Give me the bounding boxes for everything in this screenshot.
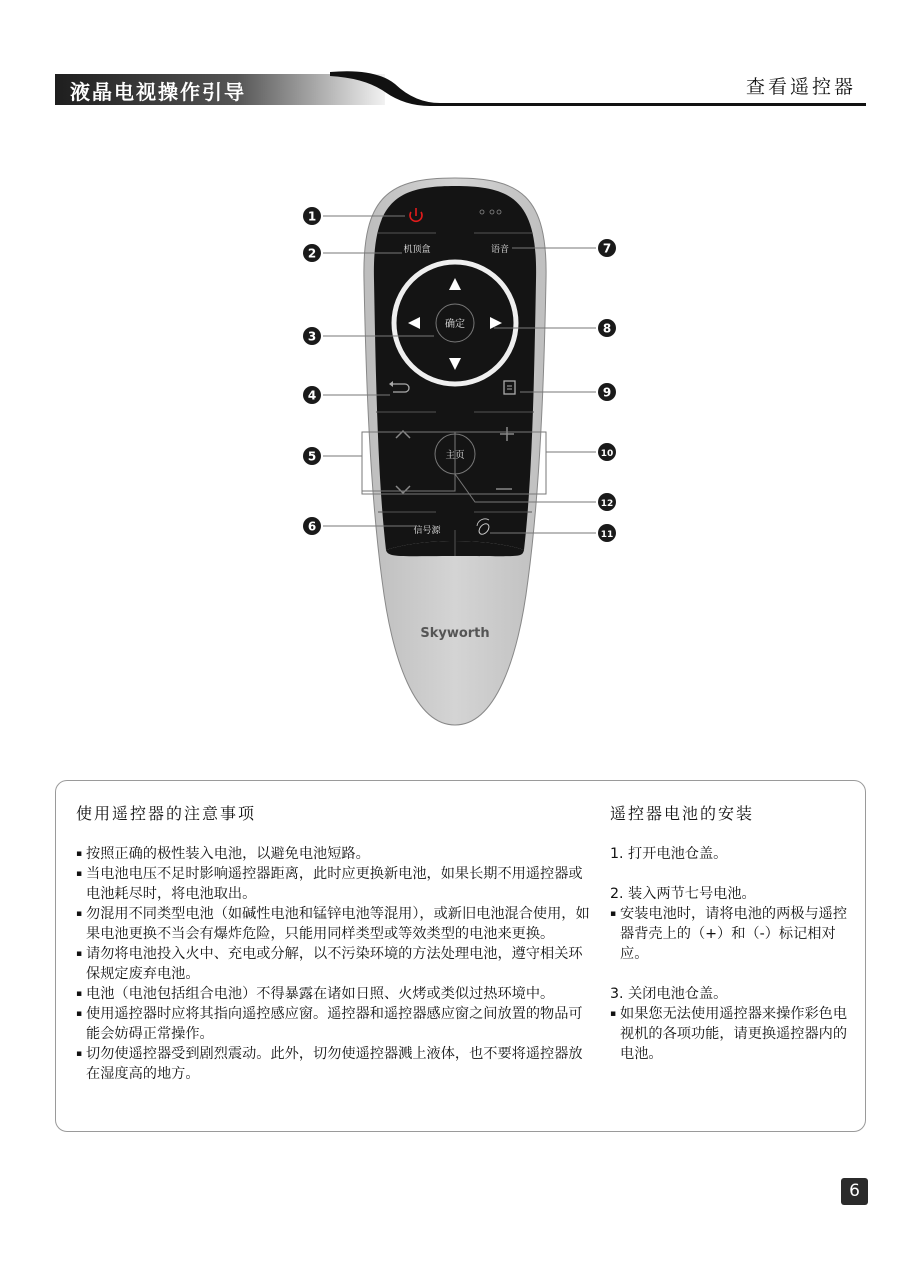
list-item: ▪ 请勿将电池投入火中、充电或分解，以不污染环境的方法处理电池，遵守相关环保规定废弃电池。 xyxy=(76,944,596,984)
callout-1 xyxy=(303,207,321,225)
svg-text:12: 12 xyxy=(600,499,614,509)
svg-text:10: 10 xyxy=(600,449,614,459)
callout-4 xyxy=(303,386,321,404)
svg-text:3: 3 xyxy=(307,329,317,344)
source-label: 信号源 xyxy=(413,526,441,536)
step-3 xyxy=(610,984,855,1064)
voice-label: 语音 xyxy=(490,245,510,255)
step-3-list xyxy=(610,1004,855,1064)
list-item: ▪ 按照正确的极性装入电池，以避免电池短路。 xyxy=(76,844,596,864)
brand-logo: Skyworth xyxy=(420,626,490,641)
step-2 xyxy=(610,884,855,964)
header-title: 液晶电视操作引导 xyxy=(70,80,246,104)
callout-12 xyxy=(598,493,616,511)
svg-text:7: 7 xyxy=(602,241,612,256)
callout-5 xyxy=(303,447,321,465)
list-item: ▪ 切勿使遥控器受到剧烈震动。此外，切勿使遥控器溅上液体，也不要将遥控器放在湿度高的地方。 xyxy=(76,1044,596,1084)
usage-notes xyxy=(76,801,596,1084)
remote-illustration xyxy=(0,160,922,740)
callout-11 xyxy=(598,524,616,542)
install-title: 遥控器电池的安装 xyxy=(610,804,755,823)
notes-box xyxy=(55,780,866,1132)
stb-label: 机顶盒 xyxy=(403,245,431,255)
dpad xyxy=(394,262,516,384)
section-title: 查看遥控器 xyxy=(745,76,856,98)
svg-text:5: 5 xyxy=(307,449,317,464)
page-number: 6 xyxy=(841,1178,868,1205)
step-title: 1. 打开电池仓盖。 xyxy=(610,846,728,862)
callout-2 xyxy=(303,244,321,262)
usage-list xyxy=(76,844,596,1084)
svg-text:6: 6 xyxy=(307,519,317,534)
list-item: ▪ 当电池电压不足时影响遥控器距离，此时应更换新电池，如果长期不用遥控器或电池耗尽时，将电池取出。 xyxy=(76,864,596,904)
callout-10 xyxy=(598,443,616,461)
battery-install xyxy=(610,801,855,1084)
svg-text:9: 9 xyxy=(602,385,612,400)
callout-8 xyxy=(598,319,616,337)
callout-3 xyxy=(303,327,321,345)
callout-7 xyxy=(598,239,616,257)
callout-6 xyxy=(303,517,321,535)
list-item: ▪ 电池（电池包括组合电池）不得暴露在诸如日照、火烤或类似过热环境中。 xyxy=(76,984,596,1004)
svg-text:2: 2 xyxy=(307,246,317,261)
usage-title: 使用遥控器的注意事项 xyxy=(76,804,257,823)
step-title: 3. 关闭电池仓盖。 xyxy=(610,986,728,1002)
svg-text:8: 8 xyxy=(602,321,612,336)
page-header xyxy=(0,0,922,120)
svg-text:4: 4 xyxy=(307,388,317,403)
step-2-list xyxy=(610,904,855,964)
svg-text:1: 1 xyxy=(307,209,317,224)
step-title: 2. 装入两节七号电池。 xyxy=(610,886,756,902)
ok-label: 确定 xyxy=(445,319,465,330)
list-item: ▪ 如果您无法使用遥控器来操作彩色电视机的各项功能，请更换遥控器内的电池。 xyxy=(610,1004,855,1064)
list-item: ▪ 使用遥控器时应将其指向遥控感应窗。遥控器和遥控器感应窗之间放置的物品可能会妨碍正常操作。 xyxy=(76,1004,596,1044)
home-label: 主页 xyxy=(445,450,465,461)
list-item: ▪ 勿混用不同类型电池（如碱性电池和锰锌电池等混用），或新旧电池混合使用，如果电池更换不当会有爆炸危险，只能用同样类型或等效类型的电池来更换。 xyxy=(76,904,596,944)
svg-text:11: 11 xyxy=(600,530,614,540)
list-item: ▪ 安装电池时，请将电池的两极与遥控器背壳上的（+）和（-）标记相对应。 xyxy=(610,904,855,964)
callout-9 xyxy=(598,383,616,401)
step-1 xyxy=(610,844,855,864)
